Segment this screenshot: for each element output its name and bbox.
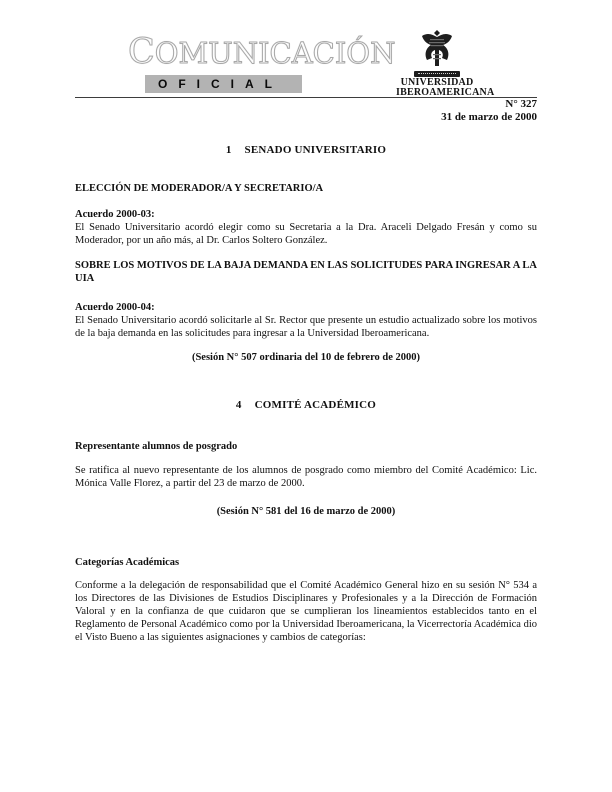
- masthead-title: COMUNICACIÓN: [128, 32, 396, 72]
- section-title: SENADO UNIVERSITARIO: [244, 144, 387, 156]
- categories-text: Conforme a la delegación de responsabilidad que el Comité Académico General hizo en su sesión N° 534 a los Directores de las Divisiones de Estudios Disciplinares y Profesionales y a la Dirección de Formación Valoral y en la confianza de que cuidaron que se cumplieran los lineamientos establecidos tanto en el Reglamento de Personal Académico como por la Universidad Iberoamericana, la Vicerrectoría Académica dio el Visto Bueno a las siguientes asignaciones y cambios de categorías:: [75, 580, 537, 643]
- section-title: COMITÉ ACADÉMICO: [254, 399, 377, 411]
- section-heading-comite: [75, 399, 537, 412]
- session-note-581: (Sesión N° 581 del 16 de marzo de 2000): [216, 506, 396, 517]
- representative-text: Se ratifica al nuevo representante de los alumnos de posgrado como miembro del Comité Académico: Lic. Mónica Valle Florez, a partir del 23 de marzo de 2000.: [75, 465, 537, 489]
- university-name-line2: IBEROAMERICANA: [396, 86, 495, 98]
- representative-title: Representante alumnos de posgrado: [75, 441, 238, 452]
- session-note-507: (Sesión N° 507 ordinaria del 10 de febrero de 2000): [191, 352, 421, 363]
- categories-title: Categorías Académicas: [75, 557, 180, 568]
- election-title: ELECCIÓN DE MODERADOR/A Y SECRETARIO/A: [75, 183, 324, 194]
- issue-date: 31 de marzo de 2000: [441, 111, 537, 123]
- university-name-line1: UNIVERSIDAD: [400, 77, 474, 88]
- oficial-badge: OFICIAL: [145, 75, 302, 93]
- section-number: 1: [225, 144, 232, 156]
- low-demand-title: SOBRE LOS MOTIVOS DE LA BAJA DEMANDA EN LAS SOLICITUDES PARA INGRESAR A LA UIA: [75, 260, 537, 284]
- section-number: 4: [235, 399, 242, 411]
- university-logo: [396, 30, 495, 98]
- university-crest-icon: [417, 30, 457, 70]
- acuerdo-2000-03-text: El Senado Universitario acordó elegir como su Secretaria a la Dra. Araceli Delgado Fresán y como su Moderador, por un año más, al Dr. Carlos Soltero González.: [75, 222, 537, 246]
- issue-number: N° 327: [505, 98, 537, 110]
- acuerdo-2000-03-label: Acuerdo 2000-03:: [75, 209, 155, 220]
- acuerdo-2000-04-label: Acuerdo 2000-04:: [75, 302, 155, 313]
- acuerdo-2000-04-text: El Senado Universitario acordó solicitarle al Sr. Rector que presente un estudio actualizado sobre los motivos de la baja demanda en las solicitudes para ingresar a la Universidad Iberoamericana.: [75, 315, 537, 339]
- section-heading-senado: [75, 144, 537, 157]
